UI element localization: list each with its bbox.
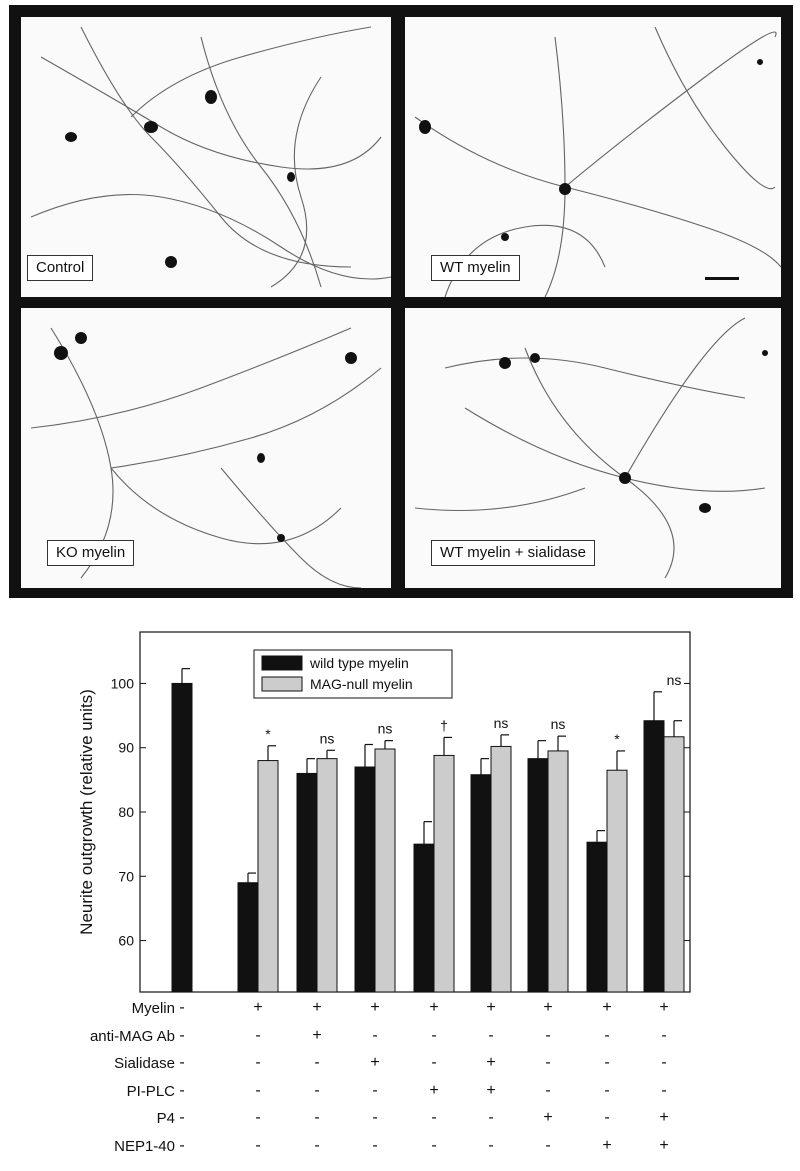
condition-mark: - xyxy=(372,1109,378,1126)
condition-mark: - xyxy=(431,1109,437,1126)
y-tick-label: 60 xyxy=(118,932,134,949)
condition-mark: - xyxy=(179,1026,185,1044)
condition-mark: - xyxy=(431,1026,437,1044)
condition-mark: + xyxy=(543,999,553,1016)
panel-label-control: Control xyxy=(27,255,93,281)
legend-label-wild-type: wild type myelin xyxy=(310,655,409,671)
condition-mark: - xyxy=(545,1026,551,1044)
bar-mag-null xyxy=(375,749,395,992)
condition-mark: + xyxy=(486,1081,496,1099)
condition-row-label: P4 xyxy=(156,1110,175,1127)
condition-mark: - xyxy=(314,1136,320,1154)
chart-svg xyxy=(0,610,800,1000)
condition-mark: - xyxy=(255,1054,261,1071)
condition-mark: - xyxy=(661,1054,667,1071)
bar-wild-type xyxy=(238,883,258,992)
condition-mark: - xyxy=(255,1026,261,1044)
bar-wild-type xyxy=(587,842,607,992)
condition-mark: - xyxy=(314,1054,320,1071)
condition-mark: - xyxy=(255,1136,261,1154)
condition-mark: - xyxy=(661,1081,667,1099)
condition-mark: - xyxy=(488,1136,494,1154)
significance-label: ns xyxy=(550,716,566,733)
bar-wild-type xyxy=(297,773,317,992)
panel-label-wt-myelin: WT myelin xyxy=(431,255,520,281)
condition-mark: + xyxy=(659,1109,669,1126)
scale-bar xyxy=(705,277,739,280)
condition-mark: + xyxy=(659,999,669,1016)
condition-mark: + xyxy=(312,1026,322,1044)
significance-label: * xyxy=(614,730,620,747)
significance-label: ns xyxy=(319,730,335,747)
bar-mag-null xyxy=(664,737,684,992)
condition-table xyxy=(0,996,800,1171)
condition-row-label: NEP1-40 xyxy=(114,1137,175,1155)
micrograph-panel-ko-myelin xyxy=(21,308,391,588)
condition-mark: - xyxy=(604,1109,610,1126)
condition-mark: - xyxy=(431,1136,437,1154)
y-tick-label: 70 xyxy=(118,868,134,885)
condition-mark: + xyxy=(602,999,612,1016)
micrograph-grid xyxy=(9,5,793,598)
condition-mark: + xyxy=(370,999,380,1016)
condition-mark: - xyxy=(545,1081,551,1099)
condition-mark: - xyxy=(661,1026,667,1044)
legend-swatch-wild-type xyxy=(262,656,302,670)
y-tick-label: 80 xyxy=(118,804,134,820)
bars-layer xyxy=(172,669,684,992)
bar-wild-type xyxy=(471,775,491,992)
micrograph-panel-wt-myelin xyxy=(405,17,781,297)
condition-mark: - xyxy=(179,1136,185,1154)
legend-swatch-mag-null xyxy=(262,677,302,691)
significance-label: ns xyxy=(493,714,509,731)
significance-label: † xyxy=(440,717,448,734)
condition-mark: + xyxy=(253,999,263,1016)
condition-mark: + xyxy=(370,1054,380,1071)
condition-mark: - xyxy=(604,1081,610,1099)
bar-wild-type xyxy=(644,721,664,992)
condition-mark: - xyxy=(372,1081,378,1099)
bar-mag-null xyxy=(548,751,568,992)
condition-mark: - xyxy=(372,1026,378,1044)
condition-mark: - xyxy=(372,1136,378,1154)
bar-mag-null xyxy=(434,755,454,992)
condition-mark: - xyxy=(488,1109,494,1126)
bar-wild-type xyxy=(414,844,434,992)
condition-mark: - xyxy=(255,1109,261,1126)
condition-row-label: anti-MAG Ab xyxy=(89,1027,175,1045)
panel-label-ko-myelin: KO myelin xyxy=(47,540,134,566)
bar-wild-type xyxy=(355,767,375,992)
condition-mark: + xyxy=(429,999,439,1016)
bar-wild-type xyxy=(528,759,548,992)
condition-mark: - xyxy=(179,1081,185,1099)
condition-mark: - xyxy=(545,1136,551,1154)
condition-mark: - xyxy=(314,1081,320,1099)
condition-mark: + xyxy=(543,1109,553,1126)
condition-mark: - xyxy=(179,999,185,1016)
condition-mark: - xyxy=(604,1026,610,1044)
condition-mark: + xyxy=(659,1136,669,1154)
condition-mark: - xyxy=(604,1054,610,1071)
condition-mark: - xyxy=(314,1109,320,1126)
bar-mag-null xyxy=(258,761,278,992)
significance-label: * xyxy=(265,725,271,742)
y-tick-label: 90 xyxy=(118,739,134,756)
micrograph-panel-control xyxy=(21,17,391,297)
significance-label: ns xyxy=(666,671,682,688)
condition-mark: - xyxy=(431,1054,437,1071)
condition-row-label: Sialidase xyxy=(114,1055,175,1072)
legend xyxy=(254,650,452,698)
bar-mag-null xyxy=(317,759,337,992)
bar-mag-null xyxy=(491,746,511,992)
condition-mark: + xyxy=(486,1054,496,1071)
condition-mark: - xyxy=(255,1081,261,1099)
condition-mark: - xyxy=(488,1026,494,1044)
legend-label-mag-null: MAG-null myelin xyxy=(310,676,413,692)
micrograph-panel-wt-myelin-sialidase xyxy=(405,308,781,588)
condition-mark: + xyxy=(602,1136,612,1154)
condition-mark: + xyxy=(429,1081,439,1099)
condition-mark: - xyxy=(179,1109,185,1126)
y-tick-label: 100 xyxy=(110,675,134,692)
bar-mag-null xyxy=(607,770,627,992)
condition-mark: + xyxy=(486,999,496,1016)
panel-label-wt-myelin-sialidase: WT myelin + sialidase xyxy=(431,540,595,566)
condition-mark: - xyxy=(179,1054,185,1071)
significance-label: ns xyxy=(377,720,393,737)
bar-control xyxy=(172,683,192,992)
condition-row-label: PI-PLC xyxy=(126,1082,175,1100)
condition-row-label: Myelin xyxy=(131,1000,175,1017)
condition-mark: + xyxy=(312,999,322,1016)
condition-mark: - xyxy=(545,1054,551,1071)
y-axis-label: Neurite outgrowth (relative units) xyxy=(77,689,96,935)
